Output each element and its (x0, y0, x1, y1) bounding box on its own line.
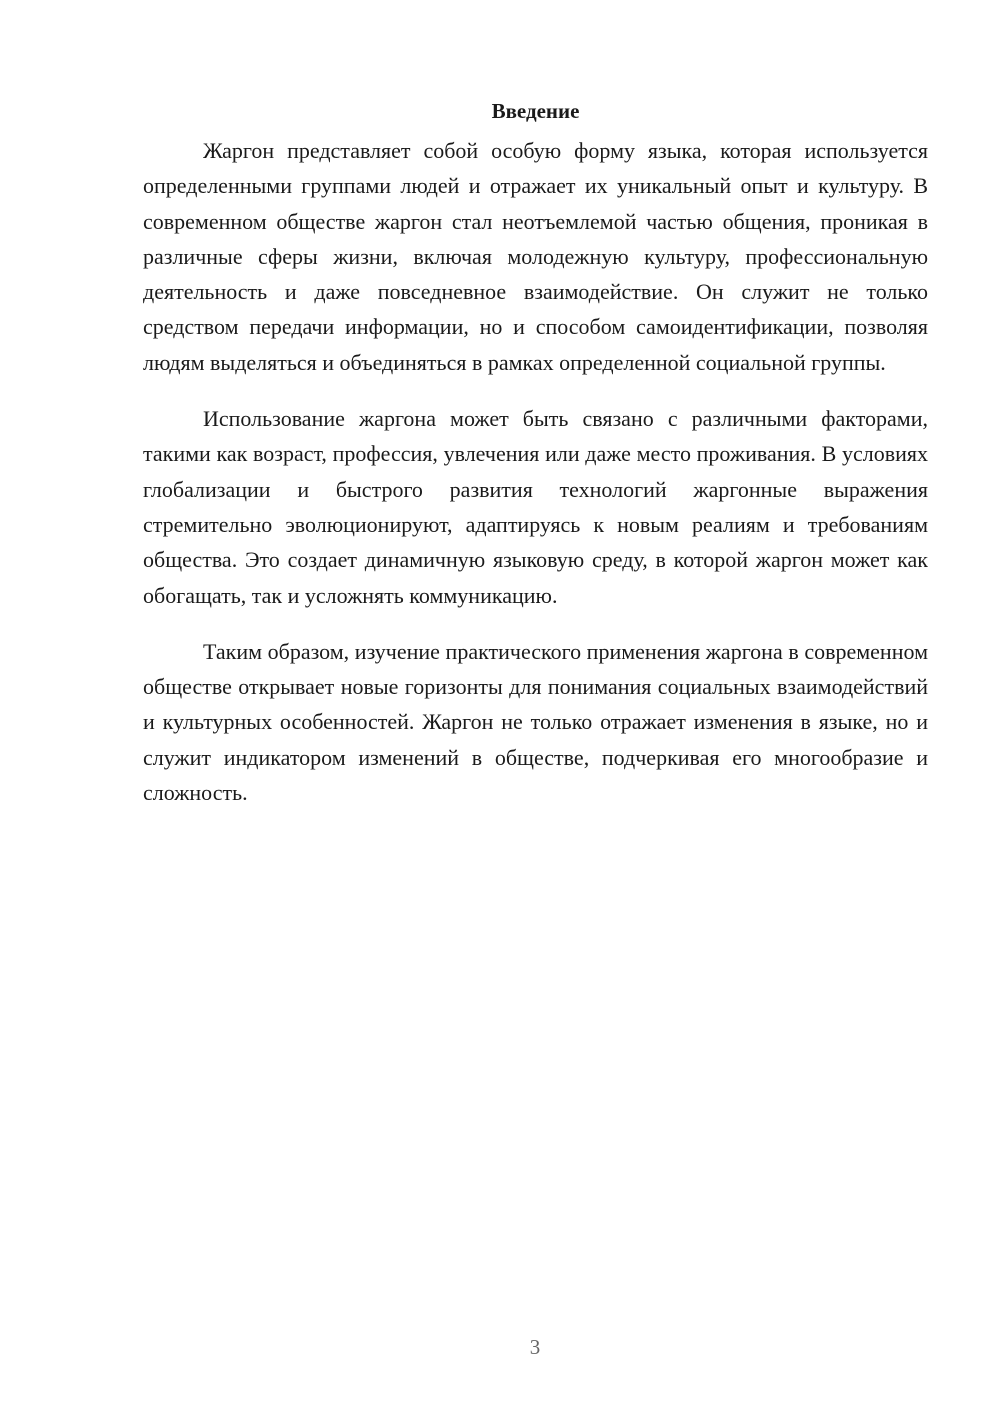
page-number: 3 (529, 1335, 541, 1359)
paragraph-2: Использование жаргона может быть связано с различными факторами, такими как возраст, профессия, увлечения или даже место проживания. В условиях глобализации и быстрого развития технологий жаргонные выражения стремительно эволюционируют, адаптируясь к новым реалиям и требованиям общества. Это создает динамичную языковую среду, в которой жаргон может как обогащать, так и усложнять коммуникацию. (143, 406, 928, 608)
page-content (143, 97, 928, 831)
section-title: Введение (491, 99, 580, 123)
paragraph-3: Таким образом, изучение практического применения жаргона в современном обществе открывает новые горизонты для понимания социальных взаимодействий и культурных особенностей. Жаргон не только отражает изменения в языке, но и служит индикатором изменений в обществе, подчеркивая его многообразие и сложность. (143, 638, 928, 806)
paragraph-1: Жаргон представляет собой особую форму языка, которая используется определенными группами людей и отражает их уникальный опыт и культуру. В современном обществе жаргон стал неотъемлемой частью общения, проникая в различные сферы жизни, включая молодежную культуру, профессиональную деятельность и даже повседневное взаимодействие. Он служит не только средством передачи информации, но и способом самоидентификации, позволяя людям выделяться и объединяться в рамках определенной социальной группы. (143, 138, 928, 375)
